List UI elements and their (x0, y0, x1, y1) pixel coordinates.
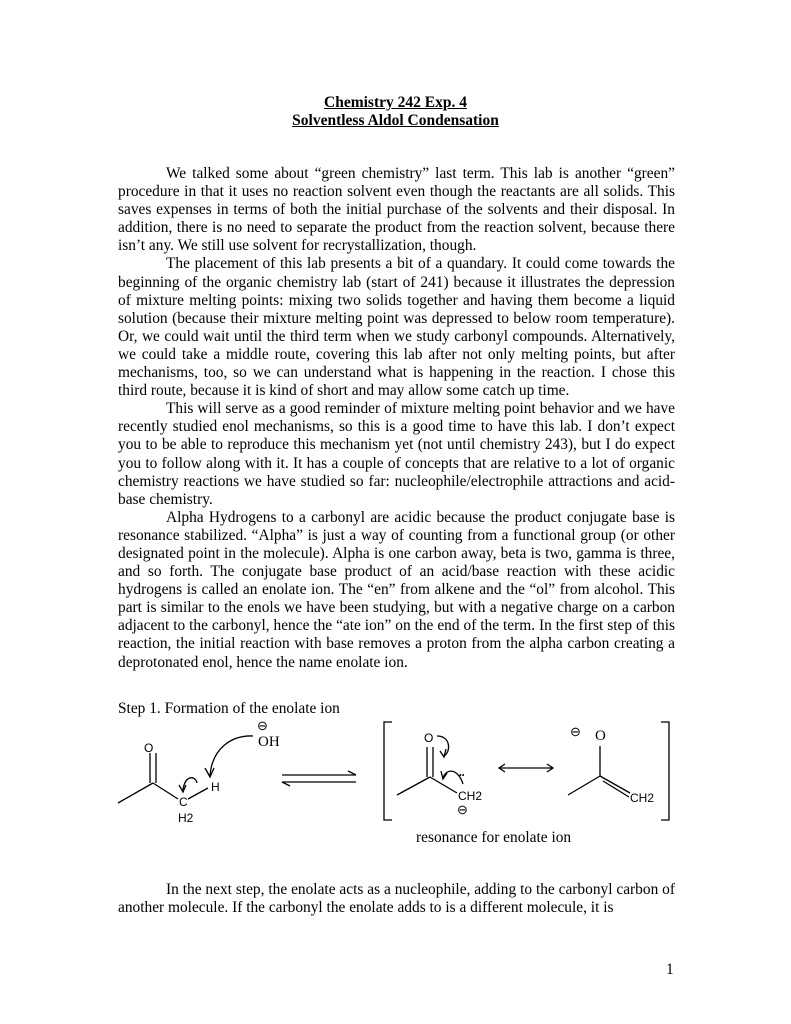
paragraph-alpha-hydrogens: Alpha Hydrogens to a carbonyl are acidic because the product conjugate base is resonance stabilized. “Alpha” is just a way of counting from a functional group (or other designated point in the molecule). Alpha is one carbon away, beta is two, gamma is three, and so forth. The conjugate base product of an acid/base reaction with these acidic hydrogens is called an enolate ion. The “en” from alkene and the “ol” from alcohol. This part is similar to the enols we have been studying, but with a negative charge on a carbon adjacent to the carbonyl, hence the “ate ion” on the end of the term. In the first step of this reaction, the initial reaction with base removes a proton from the alpha carbon creating a deprotonated enol, hence the name enolate ion. (118, 508, 675, 671)
closing-text (118, 881, 675, 917)
left-bracket (384, 722, 392, 820)
minus-charge-icon: ⊖ (257, 718, 268, 733)
arrowhead (205, 768, 214, 777)
alkene-ch2-label: CH2 (630, 791, 655, 805)
bond-line (153, 783, 178, 799)
oxide-label: O (595, 728, 606, 744)
methylene-label: H2 (178, 811, 194, 825)
page-number: 1 (666, 961, 674, 978)
arrowhead (179, 785, 186, 792)
bond-line (600, 776, 630, 793)
bond-line (603, 781, 629, 797)
resonance-caption: resonance for enolate ion (416, 829, 572, 846)
paragraph-next-step: In the next step, the enolate acts as a nucleophile, adding to the carbonyl carbon of another molecule. If the carbonyl the enolate adds to is a different molecule, it is (118, 881, 675, 917)
carbon-label: C (179, 795, 188, 809)
step-1-label: Step 1. Formation of the enolate ion (118, 700, 340, 717)
page-subtitle: Solventless Aldol Condensation (292, 112, 499, 129)
oxygen-label: O (144, 741, 154, 755)
curved-arrow (437, 736, 449, 756)
minus-charge-icon: ⊖ (457, 802, 468, 817)
bond-line (188, 788, 208, 799)
carbanion-label: CH2 (458, 789, 483, 803)
hydroxide-label: OH (258, 734, 280, 750)
bond-line (568, 776, 600, 795)
bond-line (397, 777, 430, 795)
lone-pair: •• (459, 771, 465, 780)
page-title: Chemistry 242 Exp. 4 (324, 94, 467, 111)
paragraph-reminder: This will serve as a good reminder of mixture melting point behavior and we have recently studied enol mechanisms, so this is a good time to have this lab. I don’t expect you to be able to reproduce this mechanism yet (not until chemistry 243), but I do expect you to follow along with it. It has a couple of concepts that are relative to a lot of organic chemistry reactions we have studied so far: nucleophile/electrophile attractions and acid-base chemistry. (118, 400, 675, 508)
hydrogen-label: H (211, 780, 220, 794)
curved-arrow (210, 736, 253, 776)
paragraph-green-chemistry: We talked some about “green chemistry” last term. This lab is another “green” procedure in that it uses no reaction solvent even though the reactants are all solids. This saves expenses in terms of both the initial purchase of the solvents and their disposal. In addition, there is no need to separate the product from the reaction solvent, because there isn’t any. We still use solvent for recrystallization, though. (118, 165, 675, 255)
paragraph-placement: The placement of this lab presents a bit of a quandary. It could come towards the beginning of the organic chemistry lab (start of 241) because it illustrates the depression of mixture melting points: mixing two solids together and having them become a liquid solution (because their mixture melting point was depressed to below room temperature). Or, we could wait until the third term when we study carbonyl compounds. Alternatively, we could take a middle route, covering this lab after not only melting points, but after mechanisms, too, so we can understand what is happening in the reaction. I chose this third route, because it is kind of short and may allow some catch up time. (118, 255, 675, 400)
right-bracket (661, 722, 669, 820)
bond-line (118, 783, 153, 803)
minus-charge-icon: ⊖ (570, 724, 581, 739)
oxygen-label: O (424, 731, 434, 745)
